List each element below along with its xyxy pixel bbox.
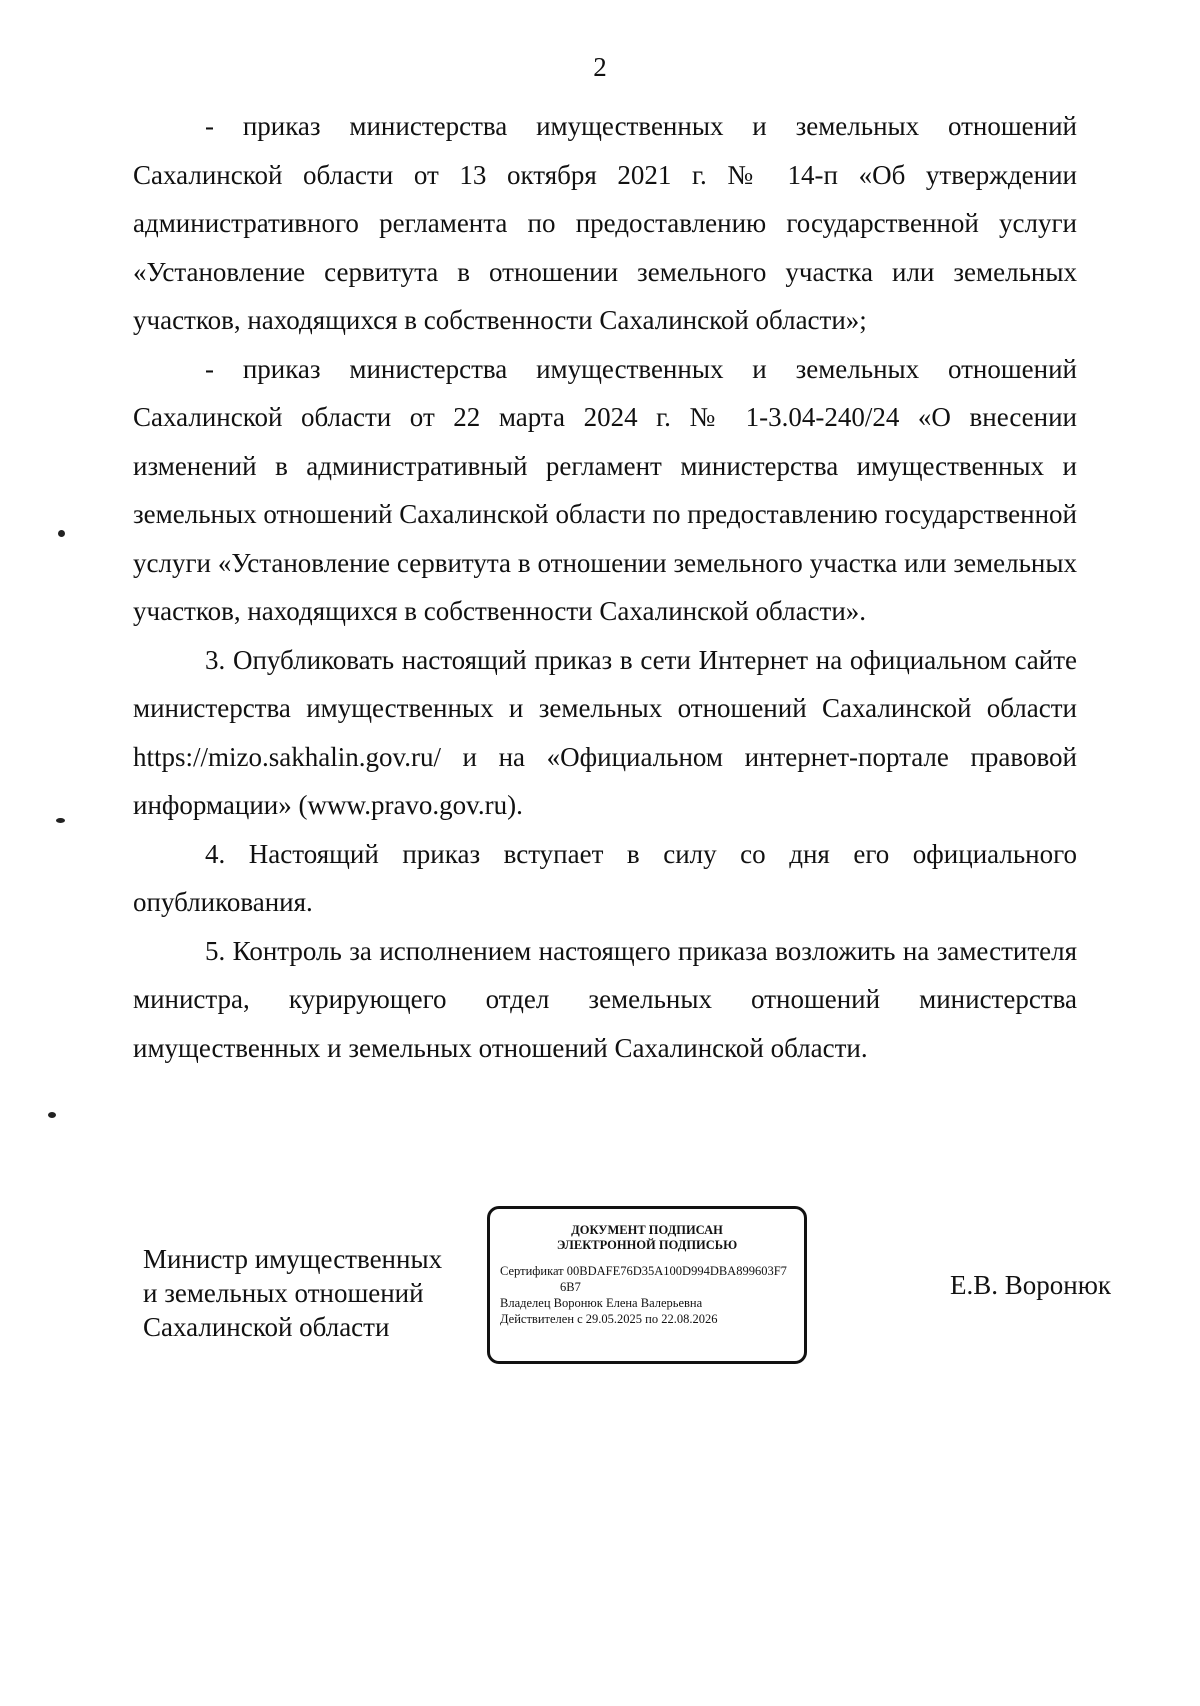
position-line: и земельных отношений	[143, 1278, 424, 1308]
stamp-validity: Действителен с 29.05.2025 по 22.08.2026	[500, 1312, 718, 1326]
stamp-title-line: ДОКУМЕНТ ПОДПИСАН	[571, 1223, 723, 1237]
signatory-position	[143, 1242, 473, 1344]
paragraph-order-2024: - приказ министерства имущественных и земельных отношений Сахалинской области от 22 марта 2024 г. № 1-3.04-240/24 «О внесении изменений в административный регламент министерства имущественных и земельных отношений Сахалинской области по предоставлению государственной услуги «Установление сервитута в отношении земельного участка или земельных участков, находящихся в собственности Сахалинской области».	[133, 353, 1077, 626]
paragraph-control: 5. Контроль за исполнением настоящего приказа возложить на заместителя министра, курирующего отдел земельных отношений министерства имущественных и земельных отношений Сахалинской области.	[133, 935, 1077, 1063]
stamp-details	[500, 1263, 794, 1327]
paragraph-publish: 3. Опубликовать настоящий приказ в сети Интернет на официальном сайте министерства имущественных и земельных отношений Сахалинской области https://mizo.sakhalin.gov.ru/ и на «Официальном интернет-портале правовой информации» (www.pravo.gov.ru).	[133, 644, 1077, 820]
position-line: Сахалинской области	[143, 1312, 390, 1342]
scan-speck	[48, 1112, 56, 1118]
stamp-certificate: Сертификат 00BDAFE76D35A100D994DBA899603F7	[500, 1264, 787, 1278]
stamp-certificate-cont: 6B7	[560, 1280, 581, 1294]
stamp-title-line: ЭЛЕКТРОННОЙ ПОДПИСЬЮ	[556, 1238, 738, 1252]
position-line: Министр имущественных	[143, 1244, 443, 1274]
scan-speck	[58, 530, 65, 537]
scan-speck	[56, 818, 65, 823]
stamp-owner: Владелец Воронюк Елена Валерьевна	[500, 1296, 703, 1310]
stamp-title	[500, 1223, 794, 1253]
page-number: 2	[593, 52, 607, 82]
paragraph-effective: 4. Настоящий приказ вступает в силу со дня его официального опубликования.	[133, 838, 1077, 917]
document-body	[133, 102, 1077, 1072]
electronic-signature-stamp	[487, 1206, 807, 1364]
signer-name: Е.В. Воронюк	[950, 1270, 1111, 1300]
paragraph-order-2021: - приказ министерства имущественных и земельных отношений Сахалинской области от 13 октября 2021 г. № 14-п «Об утверждении административного регламента по предоставлению государственной услуги «Установление сервитута в отношении земельного участка или земельных участков, находящихся в собственности Сахалинской области»;	[133, 111, 1077, 335]
